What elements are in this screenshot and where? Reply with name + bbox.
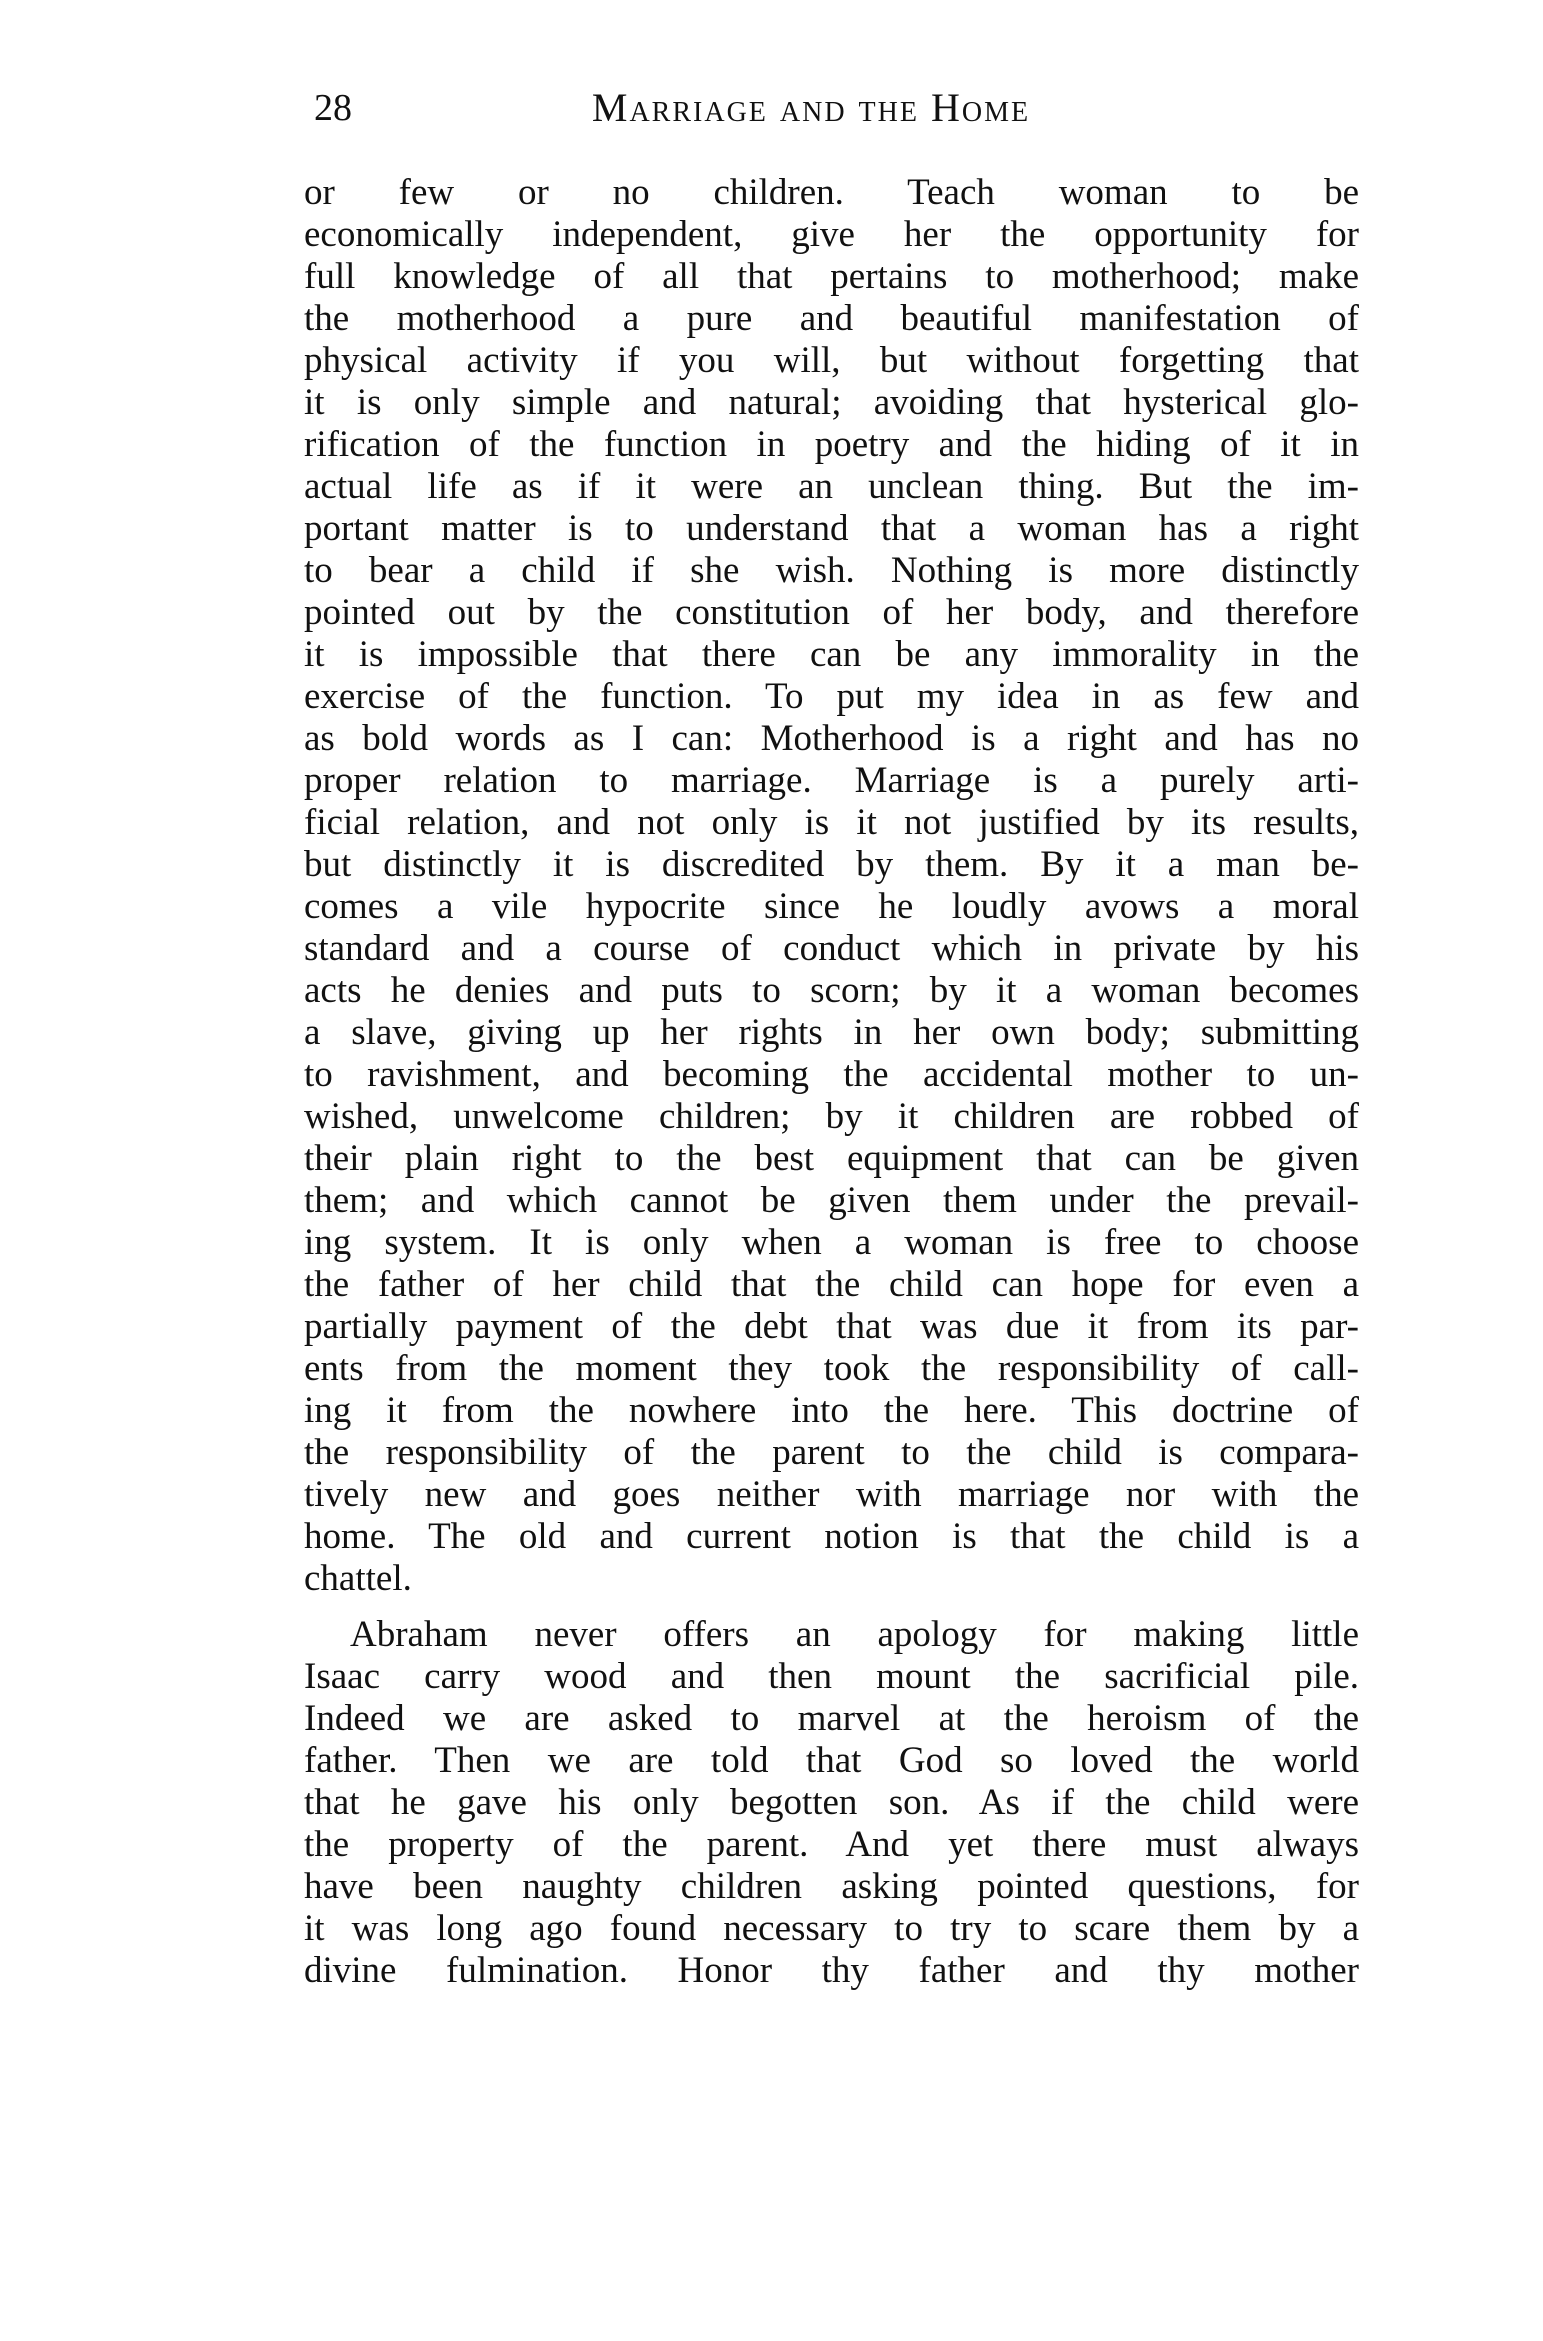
text-line: or few or no children. Teach woman to be [304,172,1359,213]
text-line: divine fulmination. Honor thy father and thy mother [304,1950,1359,1991]
text-line: tively new and goes neither with marriage nor with the [304,1474,1359,1515]
text-line: it is only simple and natural; avoiding that hysterical glo- [304,382,1359,423]
text-line: Abraham never offers an apology for making little [350,1614,1359,1655]
text-line: portant matter is to understand that a woman has a right [304,508,1359,549]
text-line: Isaac carry wood and then mount the sacrificial pile. [304,1656,1359,1697]
text-line: comes a vile hypocrite since he loudly avows a moral [304,886,1359,927]
text-line: the responsibility of the parent to the child is compara- [304,1432,1359,1473]
running-title: Marriage and the Home [591,85,1031,130]
paragraph-2 [304,1614,1359,1992]
text-line: Indeed we are asked to marvel at the heroism of the [304,1698,1359,1739]
text-line: rification of the function in poetry and the hiding of it in [304,424,1359,465]
text-line: partially payment of the debt that was due it from its par- [304,1306,1359,1347]
text-line: exercise of the function. To put my idea in as few and [304,676,1359,717]
text-line: ing it from the nowhere into the here. This doctrine of [304,1390,1359,1431]
text-line: it was long ago found necessary to try to scare them by a [304,1908,1359,1949]
text-line: a slave, giving up her rights in her own body; submitting [304,1012,1359,1053]
text-line: acts he denies and puts to scorn; by it a woman becomes [304,970,1359,1011]
text-line: pointed out by the constitution of her body, and therefore [304,592,1359,633]
text-line: wished, unwelcome children; by it children are robbed of [304,1096,1359,1137]
text-line: home. The old and current notion is that the child is a [304,1516,1359,1557]
page-number: 28 [314,87,352,129]
text-line: economically independent, give her the opportunity for [304,214,1359,255]
text-line: the father of her child that the child can hope for even a [304,1264,1359,1305]
text-line: the property of the parent. And yet there must always [304,1824,1359,1865]
text-line: that he gave his only begotten son. As if the child were [304,1782,1359,1823]
text-line: ing system. It is only when a woman is free to choose [304,1222,1359,1263]
text-line: actual life as if it were an unclean thing. But the im- [304,466,1359,507]
text-line: ficial relation, and not only is it not justified by its results, [304,802,1359,843]
text-line: proper relation to marriage. Marriage is a purely arti- [304,760,1359,801]
text-line: ents from the moment they took the responsibility of call- [304,1348,1359,1389]
text-line: father. Then we are told that God so loved the world [304,1740,1359,1781]
text-line: full knowledge of all that pertains to motherhood; make [304,256,1359,297]
text-line: have been naughty children asking pointed questions, for [304,1866,1359,1907]
text-line: them; and which cannot be given them under the prevail- [304,1180,1359,1221]
text-line: as bold words as I can: Motherhood is a right and has no [304,718,1359,759]
text-line: the motherhood a pure and beautiful manifestation of [304,298,1359,339]
text-line: to bear a child if she wish. Nothing is more distinctly [304,550,1359,591]
text-line: physical activity if you will, but without forgetting that [304,340,1359,381]
text-line: their plain right to the best equipment that can be given [304,1138,1359,1179]
text-line: chattel. [304,1558,412,1599]
text-line: it is impossible that there can be any immorality in the [304,634,1359,675]
text-line: but distinctly it is discredited by them. By it a man be- [304,844,1359,885]
text-line: standard and a course of conduct which in private by his [304,928,1359,969]
paragraph-1 [304,172,1359,1600]
text-line: to ravishment, and becoming the accidental mother to un- [304,1054,1359,1095]
